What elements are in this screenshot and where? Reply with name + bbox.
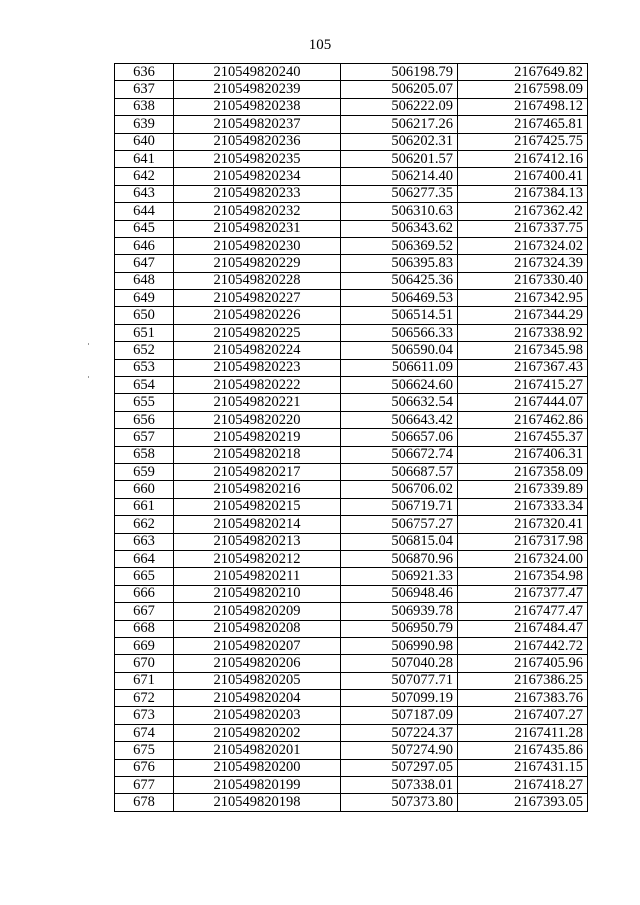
point-id-cell: 210549820204 xyxy=(174,690,341,707)
y-coordinate-cell: 2167442.72 xyxy=(458,637,588,654)
point-id-cell: 210549820199 xyxy=(174,777,341,794)
point-number-cell: 669 xyxy=(115,637,174,654)
table-row xyxy=(115,777,588,794)
point-id-cell: 210549820235 xyxy=(174,150,341,167)
point-id-cell: 210549820212 xyxy=(174,550,341,567)
y-coordinate-cell: 2167362.42 xyxy=(458,203,588,220)
y-coordinate-cell: 2167484.47 xyxy=(458,620,588,637)
table-row xyxy=(115,307,588,324)
x-coordinate-cell: 507274.90 xyxy=(341,742,458,759)
y-coordinate-cell: 2167407.27 xyxy=(458,707,588,724)
point-id-cell: 210549820231 xyxy=(174,220,341,237)
point-number-cell: 647 xyxy=(115,255,174,272)
point-id-cell: 210549820233 xyxy=(174,185,341,202)
table-row xyxy=(115,411,588,428)
point-number-cell: 650 xyxy=(115,307,174,324)
point-id-cell: 210549820236 xyxy=(174,133,341,150)
table-row xyxy=(115,237,588,254)
y-coordinate-cell: 2167354.98 xyxy=(458,568,588,585)
point-id-cell: 210549820217 xyxy=(174,463,341,480)
y-coordinate-cell: 2167330.40 xyxy=(458,272,588,289)
point-id-cell: 210549820209 xyxy=(174,603,341,620)
point-id-cell: 210549820221 xyxy=(174,394,341,411)
table-row xyxy=(115,620,588,637)
y-coordinate-cell: 2167377.47 xyxy=(458,585,588,602)
point-number-cell: 674 xyxy=(115,724,174,741)
y-coordinate-cell: 2167393.05 xyxy=(458,794,588,811)
table-row xyxy=(115,133,588,150)
point-number-cell: 654 xyxy=(115,377,174,394)
point-id-cell: 210549820226 xyxy=(174,307,341,324)
x-coordinate-cell: 506369.52 xyxy=(341,237,458,254)
point-number-cell: 636 xyxy=(115,64,174,81)
point-id-cell: 210549820198 xyxy=(174,794,341,811)
x-coordinate-cell: 506757.27 xyxy=(341,516,458,533)
table-row xyxy=(115,655,588,672)
point-number-cell: 662 xyxy=(115,516,174,533)
x-coordinate-cell: 506205.07 xyxy=(341,81,458,98)
point-number-cell: 673 xyxy=(115,707,174,724)
x-coordinate-cell: 506706.02 xyxy=(341,481,458,498)
x-coordinate-cell: 506217.26 xyxy=(341,116,458,133)
point-number-cell: 644 xyxy=(115,203,174,220)
y-coordinate-cell: 2167477.47 xyxy=(458,603,588,620)
x-coordinate-cell: 506948.46 xyxy=(341,585,458,602)
y-coordinate-cell: 2167342.95 xyxy=(458,290,588,307)
x-coordinate-cell: 507099.19 xyxy=(341,690,458,707)
x-coordinate-cell: 506624.60 xyxy=(341,377,458,394)
point-id-cell: 210549820239 xyxy=(174,81,341,98)
table-row xyxy=(115,568,588,585)
y-coordinate-cell: 2167324.00 xyxy=(458,550,588,567)
table-row xyxy=(115,707,588,724)
point-number-cell: 645 xyxy=(115,220,174,237)
point-number-cell: 653 xyxy=(115,359,174,376)
table-row xyxy=(115,272,588,289)
table-row xyxy=(115,185,588,202)
y-coordinate-cell: 2167415.27 xyxy=(458,377,588,394)
coordinates-table xyxy=(114,63,588,812)
table-row xyxy=(115,429,588,446)
point-id-cell: 210549820207 xyxy=(174,637,341,654)
x-coordinate-cell: 506202.31 xyxy=(341,133,458,150)
point-id-cell: 210549820215 xyxy=(174,498,341,515)
point-id-cell: 210549820202 xyxy=(174,724,341,741)
x-coordinate-cell: 506425.36 xyxy=(341,272,458,289)
point-number-cell: 668 xyxy=(115,620,174,637)
point-id-cell: 210549820234 xyxy=(174,168,341,185)
point-number-cell: 676 xyxy=(115,759,174,776)
point-id-cell: 210549820222 xyxy=(174,377,341,394)
x-coordinate-cell: 507040.28 xyxy=(341,655,458,672)
point-id-cell: 210549820208 xyxy=(174,620,341,637)
point-id-cell: 210549820219 xyxy=(174,429,341,446)
point-number-cell: 675 xyxy=(115,742,174,759)
point-number-cell: 648 xyxy=(115,272,174,289)
y-coordinate-cell: 2167384.13 xyxy=(458,185,588,202)
point-id-cell: 210549820229 xyxy=(174,255,341,272)
y-coordinate-cell: 2167649.82 xyxy=(458,64,588,81)
coordinates-table-body xyxy=(115,64,588,812)
y-coordinate-cell: 2167431.15 xyxy=(458,759,588,776)
margin-mark xyxy=(88,376,89,378)
point-number-cell: 660 xyxy=(115,481,174,498)
point-number-cell: 677 xyxy=(115,777,174,794)
point-number-cell: 665 xyxy=(115,568,174,585)
point-number-cell: 646 xyxy=(115,237,174,254)
y-coordinate-cell: 2167411.28 xyxy=(458,724,588,741)
point-number-cell: 655 xyxy=(115,394,174,411)
x-coordinate-cell: 506921.33 xyxy=(341,568,458,585)
y-coordinate-cell: 2167344.29 xyxy=(458,307,588,324)
point-id-cell: 210549820200 xyxy=(174,759,341,776)
point-id-cell: 210549820230 xyxy=(174,237,341,254)
margin-mark xyxy=(88,343,89,345)
table-row xyxy=(115,759,588,776)
point-id-cell: 210549820238 xyxy=(174,98,341,115)
y-coordinate-cell: 2167462.86 xyxy=(458,411,588,428)
x-coordinate-cell: 507373.80 xyxy=(341,794,458,811)
x-coordinate-cell: 506201.57 xyxy=(341,150,458,167)
point-number-cell: 658 xyxy=(115,446,174,463)
y-coordinate-cell: 2167425.75 xyxy=(458,133,588,150)
point-number-cell: 641 xyxy=(115,150,174,167)
table-row xyxy=(115,203,588,220)
y-coordinate-cell: 2167400.41 xyxy=(458,168,588,185)
y-coordinate-cell: 2167383.76 xyxy=(458,690,588,707)
y-coordinate-cell: 2167386.25 xyxy=(458,672,588,689)
point-id-cell: 210549820223 xyxy=(174,359,341,376)
point-number-cell: 638 xyxy=(115,98,174,115)
y-coordinate-cell: 2167412.16 xyxy=(458,150,588,167)
y-coordinate-cell: 2167324.02 xyxy=(458,237,588,254)
point-number-cell: 652 xyxy=(115,342,174,359)
point-id-cell: 210549820216 xyxy=(174,481,341,498)
point-number-cell: 666 xyxy=(115,585,174,602)
y-coordinate-cell: 2167598.09 xyxy=(458,81,588,98)
table-row xyxy=(115,342,588,359)
point-id-cell: 210549820203 xyxy=(174,707,341,724)
point-number-cell: 643 xyxy=(115,185,174,202)
point-id-cell: 210549820214 xyxy=(174,516,341,533)
table-row xyxy=(115,116,588,133)
point-id-cell: 210549820224 xyxy=(174,342,341,359)
table-row xyxy=(115,377,588,394)
point-id-cell: 210549820206 xyxy=(174,655,341,672)
point-number-cell: 667 xyxy=(115,603,174,620)
point-number-cell: 659 xyxy=(115,463,174,480)
point-number-cell: 639 xyxy=(115,116,174,133)
point-id-cell: 210549820213 xyxy=(174,533,341,550)
y-coordinate-cell: 2167435.86 xyxy=(458,742,588,759)
table-row xyxy=(115,463,588,480)
y-coordinate-cell: 2167465.81 xyxy=(458,116,588,133)
point-number-cell: 657 xyxy=(115,429,174,446)
x-coordinate-cell: 506469.53 xyxy=(341,290,458,307)
point-number-cell: 642 xyxy=(115,168,174,185)
table-row xyxy=(115,290,588,307)
point-number-cell: 663 xyxy=(115,533,174,550)
table-row xyxy=(115,550,588,567)
point-number-cell: 661 xyxy=(115,498,174,515)
table-row xyxy=(115,481,588,498)
x-coordinate-cell: 507297.05 xyxy=(341,759,458,776)
table-row xyxy=(115,672,588,689)
table-row xyxy=(115,533,588,550)
x-coordinate-cell: 506214.40 xyxy=(341,168,458,185)
point-number-cell: 670 xyxy=(115,655,174,672)
table-row xyxy=(115,255,588,272)
point-id-cell: 210549820228 xyxy=(174,272,341,289)
point-number-cell: 640 xyxy=(115,133,174,150)
y-coordinate-cell: 2167405.96 xyxy=(458,655,588,672)
point-id-cell: 210549820201 xyxy=(174,742,341,759)
table-row xyxy=(115,220,588,237)
x-coordinate-cell: 506395.83 xyxy=(341,255,458,272)
point-number-cell: 637 xyxy=(115,81,174,98)
table-row xyxy=(115,603,588,620)
table-row xyxy=(115,637,588,654)
x-coordinate-cell: 506343.62 xyxy=(341,220,458,237)
table-row xyxy=(115,394,588,411)
point-id-cell: 210549820205 xyxy=(174,672,341,689)
y-coordinate-cell: 2167320.41 xyxy=(458,516,588,533)
table-row xyxy=(115,359,588,376)
point-id-cell: 210549820227 xyxy=(174,290,341,307)
table-row xyxy=(115,81,588,98)
y-coordinate-cell: 2167358.09 xyxy=(458,463,588,480)
point-number-cell: 671 xyxy=(115,672,174,689)
x-coordinate-cell: 506277.35 xyxy=(341,185,458,202)
table-row xyxy=(115,516,588,533)
x-coordinate-cell: 506815.04 xyxy=(341,533,458,550)
table-row xyxy=(115,585,588,602)
page-number: 105 xyxy=(308,37,332,53)
x-coordinate-cell: 506657.06 xyxy=(341,429,458,446)
y-coordinate-cell: 2167339.89 xyxy=(458,481,588,498)
point-number-cell: 678 xyxy=(115,794,174,811)
x-coordinate-cell: 507077.71 xyxy=(341,672,458,689)
table-row xyxy=(115,64,588,81)
y-coordinate-cell: 2167338.92 xyxy=(458,324,588,341)
x-coordinate-cell: 506590.04 xyxy=(341,342,458,359)
point-id-cell: 210549820210 xyxy=(174,585,341,602)
y-coordinate-cell: 2167337.75 xyxy=(458,220,588,237)
point-id-cell: 210549820232 xyxy=(174,203,341,220)
table-row xyxy=(115,724,588,741)
x-coordinate-cell: 506672.74 xyxy=(341,446,458,463)
x-coordinate-cell: 506514.51 xyxy=(341,307,458,324)
point-id-cell: 210549820220 xyxy=(174,411,341,428)
table-row xyxy=(115,324,588,341)
x-coordinate-cell: 507338.01 xyxy=(341,777,458,794)
x-coordinate-cell: 506310.63 xyxy=(341,203,458,220)
point-number-cell: 649 xyxy=(115,290,174,307)
point-id-cell: 210549820240 xyxy=(174,64,341,81)
y-coordinate-cell: 2167418.27 xyxy=(458,777,588,794)
table-row xyxy=(115,446,588,463)
y-coordinate-cell: 2167345.98 xyxy=(458,342,588,359)
x-coordinate-cell: 506990.98 xyxy=(341,637,458,654)
y-coordinate-cell: 2167367.43 xyxy=(458,359,588,376)
x-coordinate-cell: 506643.42 xyxy=(341,411,458,428)
table-row xyxy=(115,150,588,167)
y-coordinate-cell: 2167333.34 xyxy=(458,498,588,515)
x-coordinate-cell: 506611.09 xyxy=(341,359,458,376)
y-coordinate-cell: 2167444.07 xyxy=(458,394,588,411)
y-coordinate-cell: 2167406.31 xyxy=(458,446,588,463)
x-coordinate-cell: 506198.79 xyxy=(341,64,458,81)
x-coordinate-cell: 506632.54 xyxy=(341,394,458,411)
point-id-cell: 210549820225 xyxy=(174,324,341,341)
point-number-cell: 656 xyxy=(115,411,174,428)
point-number-cell: 651 xyxy=(115,324,174,341)
point-id-cell: 210549820211 xyxy=(174,568,341,585)
y-coordinate-cell: 2167317.98 xyxy=(458,533,588,550)
table-row xyxy=(115,168,588,185)
x-coordinate-cell: 506939.78 xyxy=(341,603,458,620)
point-id-cell: 210549820237 xyxy=(174,116,341,133)
table-row xyxy=(115,98,588,115)
point-id-cell: 210549820218 xyxy=(174,446,341,463)
y-coordinate-cell: 2167324.39 xyxy=(458,255,588,272)
y-coordinate-cell: 2167498.12 xyxy=(458,98,588,115)
y-coordinate-cell: 2167455.37 xyxy=(458,429,588,446)
x-coordinate-cell: 506222.09 xyxy=(341,98,458,115)
point-number-cell: 672 xyxy=(115,690,174,707)
table-row xyxy=(115,498,588,515)
x-coordinate-cell: 506719.71 xyxy=(341,498,458,515)
table-row xyxy=(115,690,588,707)
x-coordinate-cell: 506687.57 xyxy=(341,463,458,480)
x-coordinate-cell: 507224.37 xyxy=(341,724,458,741)
table-row xyxy=(115,794,588,811)
x-coordinate-cell: 506566.33 xyxy=(341,324,458,341)
point-number-cell: 664 xyxy=(115,550,174,567)
table-row xyxy=(115,742,588,759)
x-coordinate-cell: 506950.79 xyxy=(341,620,458,637)
x-coordinate-cell: 506870.96 xyxy=(341,550,458,567)
x-coordinate-cell: 507187.09 xyxy=(341,707,458,724)
